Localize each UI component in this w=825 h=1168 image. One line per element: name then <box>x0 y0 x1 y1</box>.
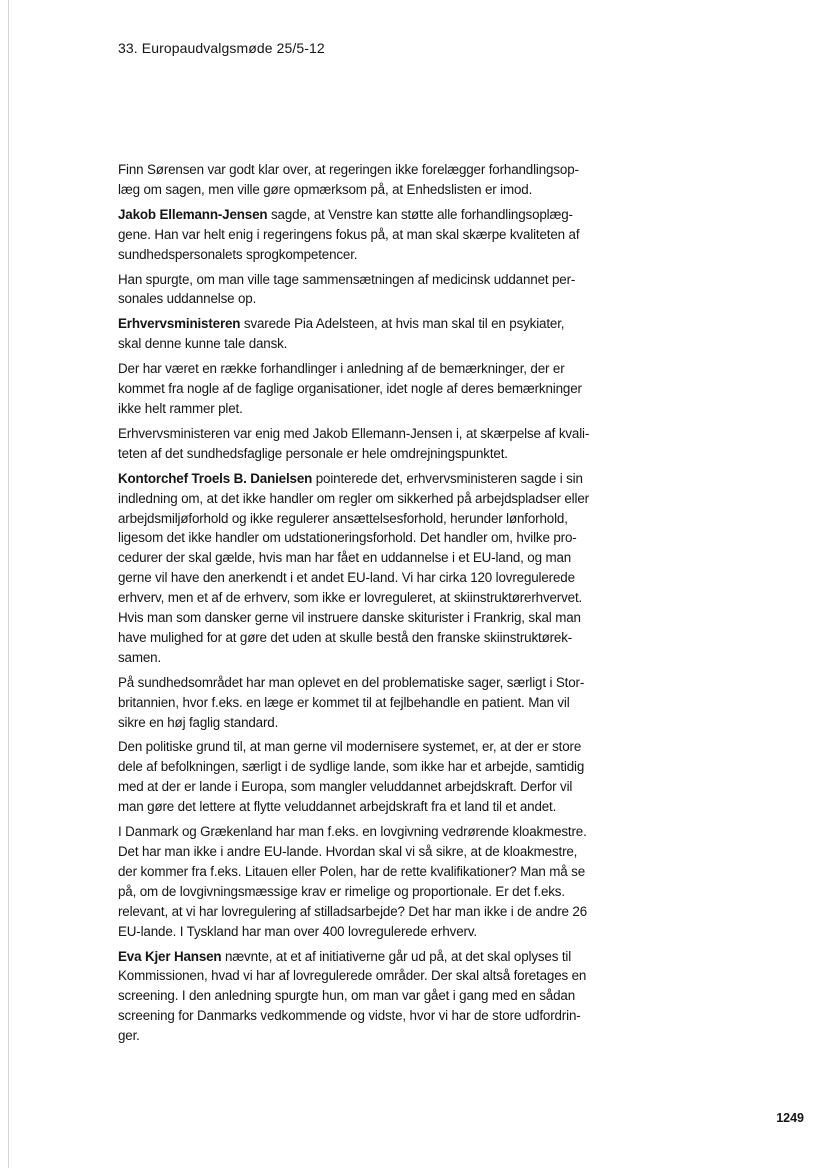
line-text: indledning om, at det ikke handler om regler om sikkerhed på arbejdspladser eller <box>118 490 589 506</box>
line-text: cedurer der skal gælde, hvis man har fået en uddannelse i et EU-land, og man <box>118 550 572 566</box>
line-text: sundhedspersonalets sprogkompetencer. <box>118 246 358 262</box>
text-line <box>118 882 608 902</box>
line-text: gene. Han var helt enig i regeringens fokus på, at man skal skærpe kvaliteten af <box>118 226 580 242</box>
paragraph <box>118 270 608 310</box>
text-line <box>118 289 608 309</box>
document-body <box>118 160 608 1051</box>
line-text: ger. <box>118 1028 140 1044</box>
line-text: Der har været en række forhandlinger i anledning af de bemærkninger, der er <box>118 361 565 377</box>
text-line <box>118 399 608 419</box>
line-text: Finn Sørensen var godt klar over, at regeringen ikke forelægger forhandlingsop- <box>118 162 579 177</box>
text-line <box>118 270 608 290</box>
text-line <box>118 314 608 334</box>
paragraph <box>118 469 608 668</box>
text-line <box>118 608 608 628</box>
line-text: relevant, at vi har lovregulering af stilladsarbejde? Det har man ikke i de andre 26 <box>118 903 587 919</box>
text-line <box>118 424 608 444</box>
paragraph <box>118 314 608 354</box>
paragraph <box>118 947 608 1047</box>
speaker-name: Kontorchef Troels B. Danielsen <box>118 470 313 486</box>
line-text: screening for Danmarks vedkommende og vidste, hvor vi har de store udfordrin- <box>118 1008 581 1024</box>
text-line <box>118 862 608 882</box>
line-text: gerne vil have den anerkendt i et andet EU-land. Vi har cirka 120 lovregulerede <box>118 570 575 586</box>
line-text: På sundhedsområdet har man oplevet en del problematiske sager, særligt i Stor- <box>118 674 585 690</box>
line-text: ikke helt rammer plet. <box>118 400 243 416</box>
line-text: læg om sagen, men ville gøre opmærksom på, at Enhedslisten er imod. <box>118 181 533 197</box>
text-line <box>118 673 608 693</box>
line-text: sagde, at Venstre kan støtte alle forhandlingsoplæg- <box>267 206 573 222</box>
line-text: arbejdsmiljøforhold og ikke regulerer ansættelsesforhold, herunder lønforhold, <box>118 510 568 526</box>
line-text: man gøre det lettere at flytte veluddannet arbejdskraft fra et land til et andet. <box>118 799 557 815</box>
speaker-name: Eva Kjer Hansen <box>118 948 222 964</box>
text-line <box>118 628 608 648</box>
text-line <box>118 947 608 967</box>
line-text: kommet fra nogle af de faglige organisationer, idet nogle af deres bemærkninger <box>118 381 582 397</box>
text-line <box>118 528 608 548</box>
text-line <box>118 1006 608 1026</box>
text-line <box>118 205 608 225</box>
line-text: dele af befolkningen, særligt i de sydlige lande, som ikke har et arbejde, samtidig <box>118 759 585 775</box>
line-text: Hvis man som dansker gerne vil instruere danske skiturister i Frankrig, skal man <box>118 610 581 626</box>
line-text: Han spurgte, om man ville tage sammensætningen af medicinsk uddannet per- <box>118 271 576 287</box>
text-line <box>118 737 608 757</box>
text-line <box>118 757 608 777</box>
paragraph <box>118 737 608 817</box>
line-text: erhverv, men et af de erhverv, som ikke er lovreguleret, at skiinstruktørerhvervet. <box>118 590 583 606</box>
text-line <box>118 469 608 489</box>
line-text: Kommissionen, hvad vi har af lovregulerede områder. Der skal altså foretages en <box>118 968 587 984</box>
paragraph <box>118 160 608 200</box>
text-line <box>118 986 608 1006</box>
text-line <box>118 379 608 399</box>
line-text: sonales uddannelse op. <box>118 291 257 307</box>
line-text: britannien, hvor f.eks. en læge er kommet til at fejlbehandle en patient. Man vil <box>118 694 570 710</box>
speaker-name: Jakob Ellemann-Jensen <box>118 206 268 222</box>
text-line <box>118 548 608 568</box>
line-text: sikre en høj faglig standard. <box>118 714 279 730</box>
line-text: med at der er lande i Europa, som mangler veluddannet arbejdskraft. Derfor vil <box>118 779 573 795</box>
paragraph <box>118 359 608 419</box>
text-line <box>118 922 608 942</box>
line-text: teten af det sundhedsfaglige personale er hele omdrejningspunktet. <box>118 445 508 461</box>
speaker-name: Erhvervsministeren <box>118 316 241 332</box>
line-text: skal denne kunne tale dansk. <box>118 336 288 352</box>
line-text: Erhvervsministeren var enig med Jakob Ellemann-Jensen i, at skærpelse af kvali- <box>118 425 590 441</box>
text-line <box>118 509 608 529</box>
line-text: på, om de lovgivningsmæssige krav er rimelige og proportionale. Er det f.eks. <box>118 883 565 899</box>
text-line <box>118 842 608 862</box>
line-text: EU-lande. I Tyskland har man over 400 lovregulerede erhverv. <box>118 923 477 939</box>
line-text: der kommer fra f.eks. Litauen eller Polen, har de rette kvalifikationer? Man må se <box>118 863 586 879</box>
text-line <box>118 713 608 733</box>
text-line <box>118 966 608 986</box>
text-line <box>118 777 608 797</box>
text-line <box>118 180 608 200</box>
line-text: pointerede det, erhvervsministeren sagde i sin <box>312 470 583 486</box>
line-text: ligesom det ikke handler om udstationeringsforhold. Det handler om, hvilke pro- <box>118 530 577 546</box>
text-line <box>118 160 608 180</box>
text-line <box>118 489 608 509</box>
page-number: 1249 <box>776 1111 804 1125</box>
line-text: I Danmark og Grækenland har man f.eks. en lovgivning vedrørende kloakmestre. <box>118 824 587 840</box>
text-line <box>118 334 608 354</box>
text-line <box>118 797 608 817</box>
paragraph <box>118 822 608 941</box>
text-line <box>118 822 608 842</box>
text-line <box>118 648 608 668</box>
page-header: 33. Europaudvalgsmøde 25/5-12 <box>118 40 325 56</box>
line-text: Den politiske grund til, at man gerne vil modernisere systemet, er, at der er store <box>118 739 582 755</box>
text-line <box>118 693 608 713</box>
page-edge-rule <box>8 0 9 1168</box>
text-line <box>118 359 608 379</box>
text-line <box>118 902 608 922</box>
line-text: nævnte, at et af initiativerne går ud på, at det skal oplyses til <box>221 948 572 964</box>
text-line <box>118 588 608 608</box>
text-line <box>118 245 608 265</box>
line-text: screening. I den anledning spurgte hun, om man var gået i gang med en sådan <box>118 988 575 1004</box>
paragraph <box>118 205 608 265</box>
text-line <box>118 444 608 464</box>
line-text: svarede Pia Adelsteen, at hvis man skal til en psykiater, <box>240 316 565 332</box>
paragraph <box>118 673 608 733</box>
line-text: samen. <box>118 649 162 665</box>
text-line <box>118 568 608 588</box>
line-text: have mulighed for at gøre det uden at skulle bestå den franske skiinstruktørek- <box>118 629 573 645</box>
paragraph <box>118 424 608 464</box>
text-line <box>118 1026 608 1046</box>
text-line <box>118 225 608 245</box>
line-text: Det har man ikke i andre EU-lande. Hvordan skal vi så sikre, at de kloakmestre, <box>118 844 578 859</box>
